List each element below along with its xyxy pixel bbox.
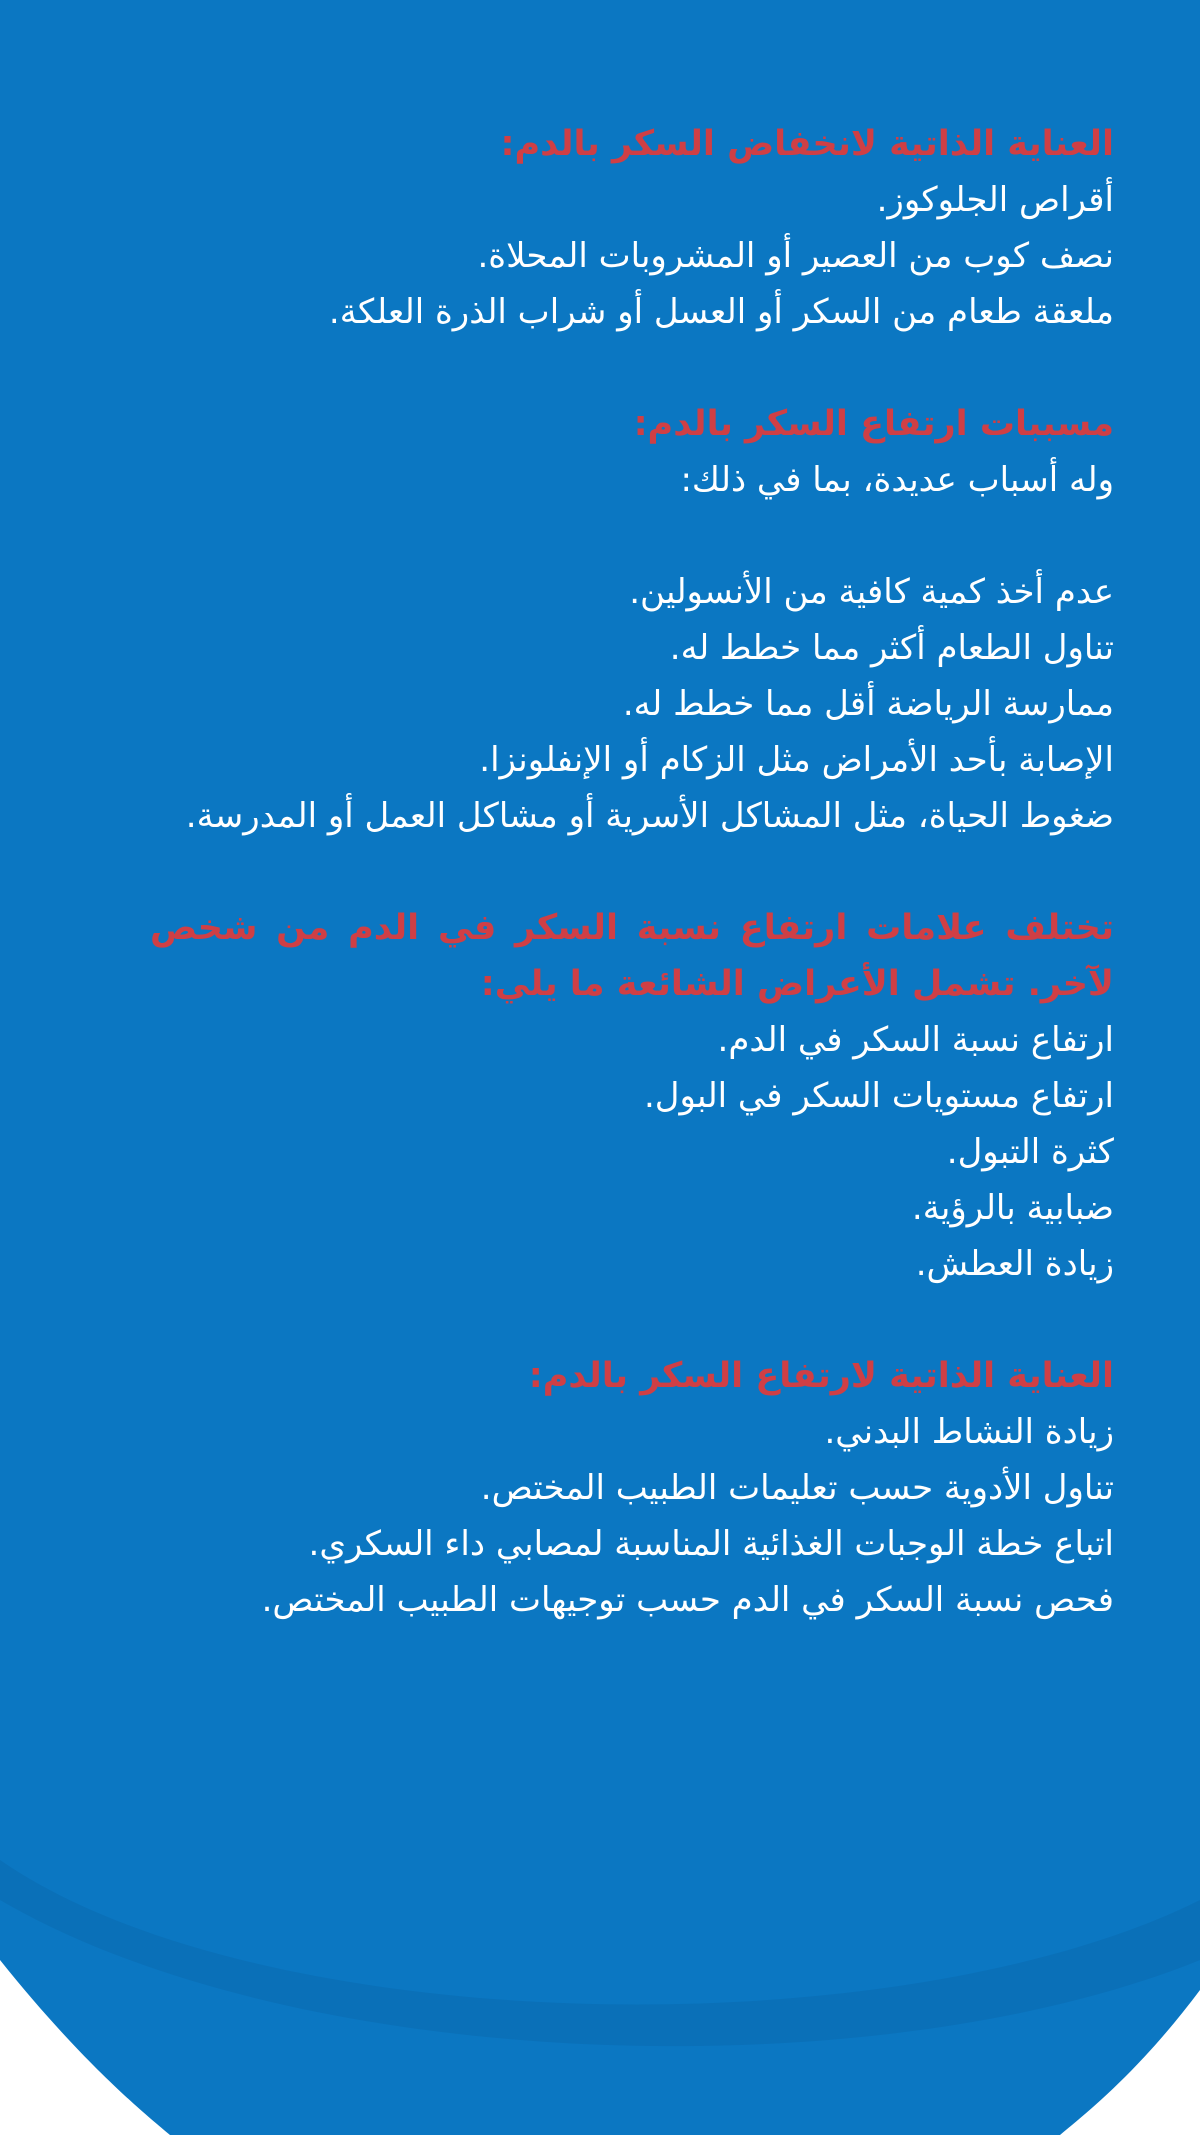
list-item: عدم أخذ كمية كافية من الأنسولين. xyxy=(629,572,1114,612)
list-item: الإصابة بأحد الأمراض مثل الزكام أو الإنفلونزا. xyxy=(479,740,1114,780)
spacer xyxy=(150,340,1114,396)
article-content xyxy=(150,116,1114,1628)
section-high-sugar-care xyxy=(150,1348,1114,1628)
list-item: تناول الطعام أكثر مما خطط له. xyxy=(669,628,1114,668)
list-item: فحص نسبة السكر في الدم حسب توجيهات الطبيب المختص. xyxy=(261,1580,1114,1620)
section-high-sugar-signs xyxy=(150,900,1114,1292)
section-heading: تختلف علامات ارتفاع نسبة السكر في الدم من شخص لآخر. تشمل الأعراض الشائعة ما يلي: xyxy=(150,908,1114,1004)
list-item: نصف كوب من العصير أو المشروبات المحلاة. xyxy=(477,236,1114,276)
spacer xyxy=(150,508,1114,564)
list-item: ارتفاع مستويات السكر في البول. xyxy=(643,1076,1114,1116)
list-item: اتباع خطة الوجبات الغذائية المناسبة لمصابي داء السكري. xyxy=(308,1524,1114,1564)
list-item: ضغوط الحياة، مثل المشاكل الأسرية أو مشاكل العمل أو المدرسة. xyxy=(185,796,1114,836)
spacer xyxy=(150,1292,1114,1348)
list-item: ارتفاع نسبة السكر في الدم. xyxy=(717,1020,1114,1060)
list-item: كثرة التبول. xyxy=(946,1132,1114,1172)
list-item: ممارسة الرياضة أقل مما خطط له. xyxy=(622,684,1114,724)
list-item: ضبابية بالرؤية. xyxy=(911,1188,1114,1228)
list-item: زيادة النشاط البدني. xyxy=(824,1412,1114,1452)
list-item: أقراص الجلوكوز. xyxy=(876,180,1114,220)
list-item: زيادة العطش. xyxy=(915,1244,1114,1284)
section-heading: مسببات ارتفاع السكر بالدم: xyxy=(633,404,1114,444)
list-item: ملعقة طعام من السكر أو العسل أو شراب الذرة العلكة. xyxy=(328,292,1114,332)
spacer xyxy=(150,844,1114,900)
section-heading: العناية الذاتية لانخفاض السكر بالدم: xyxy=(500,124,1114,164)
section-high-sugar-causes xyxy=(150,396,1114,844)
list-item: تناول الأدوية حسب تعليمات الطبيب المختص. xyxy=(480,1468,1114,1508)
section-heading: العناية الذاتية لارتفاع السكر بالدم: xyxy=(528,1356,1114,1396)
intro-text: وله أسباب عديدة، بما في ذلك: xyxy=(680,460,1114,500)
section-low-sugar-care xyxy=(150,116,1114,340)
